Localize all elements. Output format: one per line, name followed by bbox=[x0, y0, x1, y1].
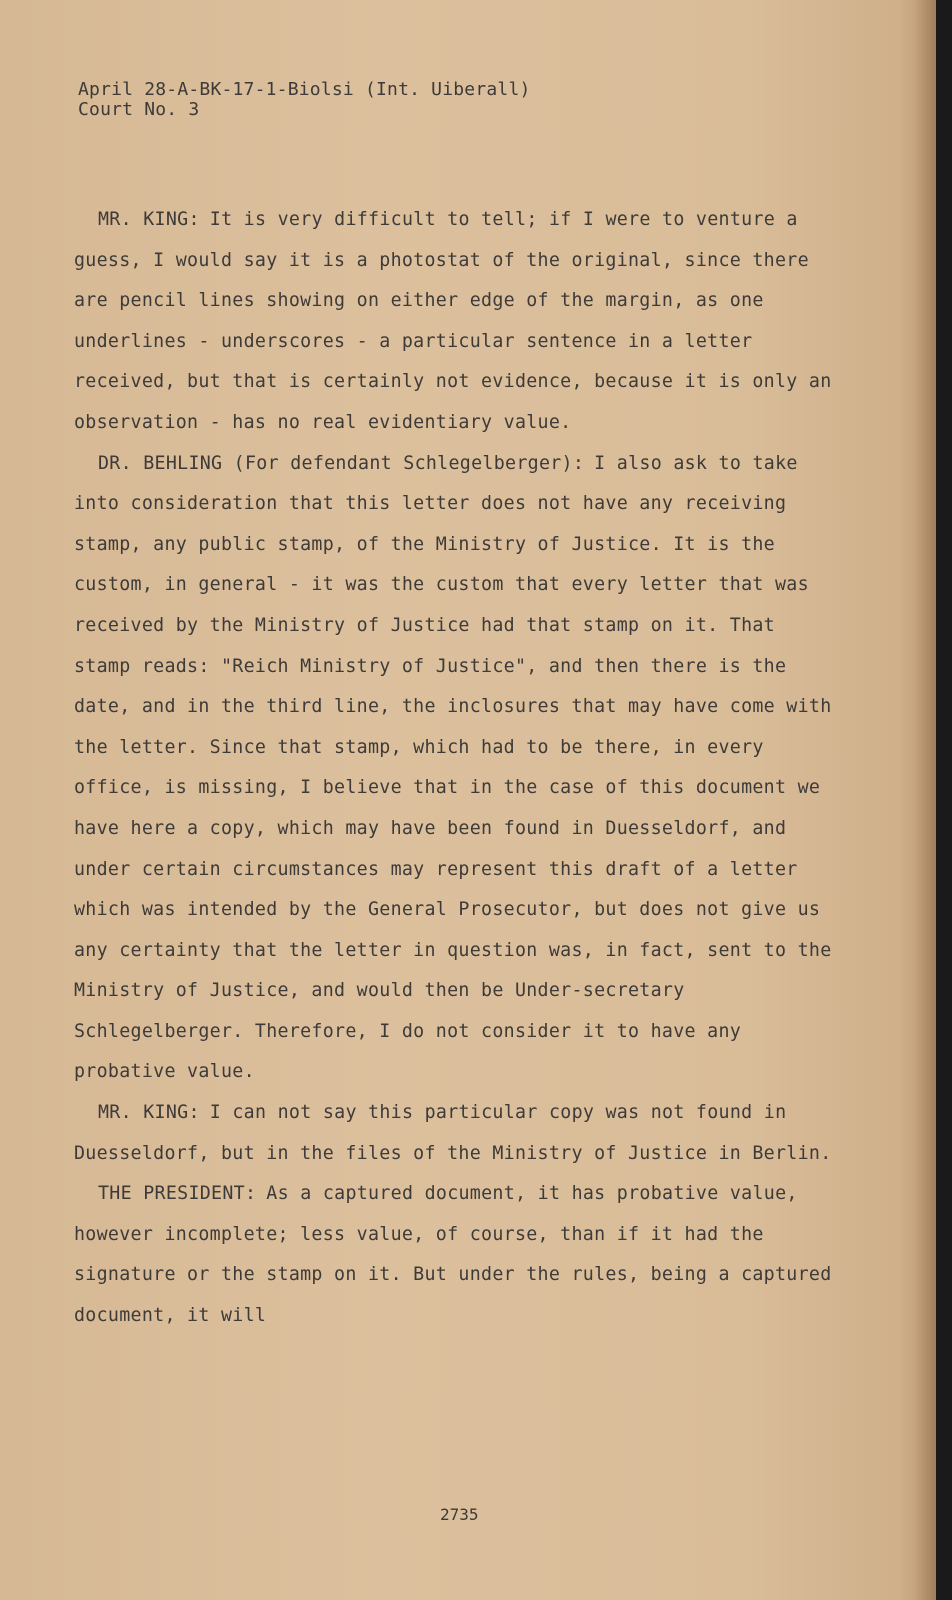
speaker-label: MR. KING: bbox=[98, 1102, 200, 1124]
speaker-label: MR. KING: bbox=[98, 209, 200, 230]
paragraph-king-2 bbox=[74, 1093, 834, 1174]
paragraph-king-1 bbox=[74, 200, 834, 444]
header-line-2: Court No. 3 bbox=[78, 99, 200, 120]
paragraph-president bbox=[74, 1174, 834, 1336]
page-number: 2735 bbox=[440, 1505, 479, 1524]
speaker-label: THE PRESIDENT: bbox=[98, 1183, 257, 1205]
document-header bbox=[78, 80, 531, 120]
paragraph-text: As a captured document, it has probative value, however incomplete; less value, of course, than if it had the signature or the stamp on it. But under the rules, being a captured document, it will bbox=[74, 1183, 832, 1327]
paragraph-behling bbox=[74, 444, 834, 1094]
paragraph-text: I also ask to take into consideration that this letter does not have any receiving stamp, any public stamp, of the Ministry of Justice. It is the custom, in general - it was the custom that every letter that was received by the Ministry of Justice had that stamp on it. That stamp reads: "Reich Ministry of Justice", and then there is the date, and in the third line, the inclosures that may have come with the letter. Since that stamp, which had to be there, in every office, is missing, I believe that in the case of this document we have here a copy, which may have been found in Duesseldorf, and under certain circumstances may represent this draft of a letter which was intended by the General Prosecutor, but does not give us any certainty that the letter in question was, in fact, sent to the Ministry of Justice, and would then be Under-secretary Schlegelberger. Therefore, I do not consider it to have any probative value. bbox=[74, 452, 832, 1083]
header-line-1: April 28-A-BK-17-1-Biolsi (Int. Uiberall) bbox=[78, 79, 531, 100]
paragraph-text: I can not say this particular copy was not found in Duesseldorf, but in the files of the Ministry of Justice in Berlin. bbox=[74, 1102, 832, 1164]
paragraph-text: It is very difficult to tell; if I were to venture a guess, I would say it is a photostat of the original, since there are pencil lines showing on either edge of the margin, as one underlines - underscores - a particular sentence in a letter received, but that is certainly not evidence, because it is only an observation - has no real evidentiary value. bbox=[74, 209, 832, 433]
transcript-body bbox=[74, 200, 834, 1337]
speaker-label: DR. BEHLING (For defendant Schlegelberger): bbox=[98, 452, 585, 474]
